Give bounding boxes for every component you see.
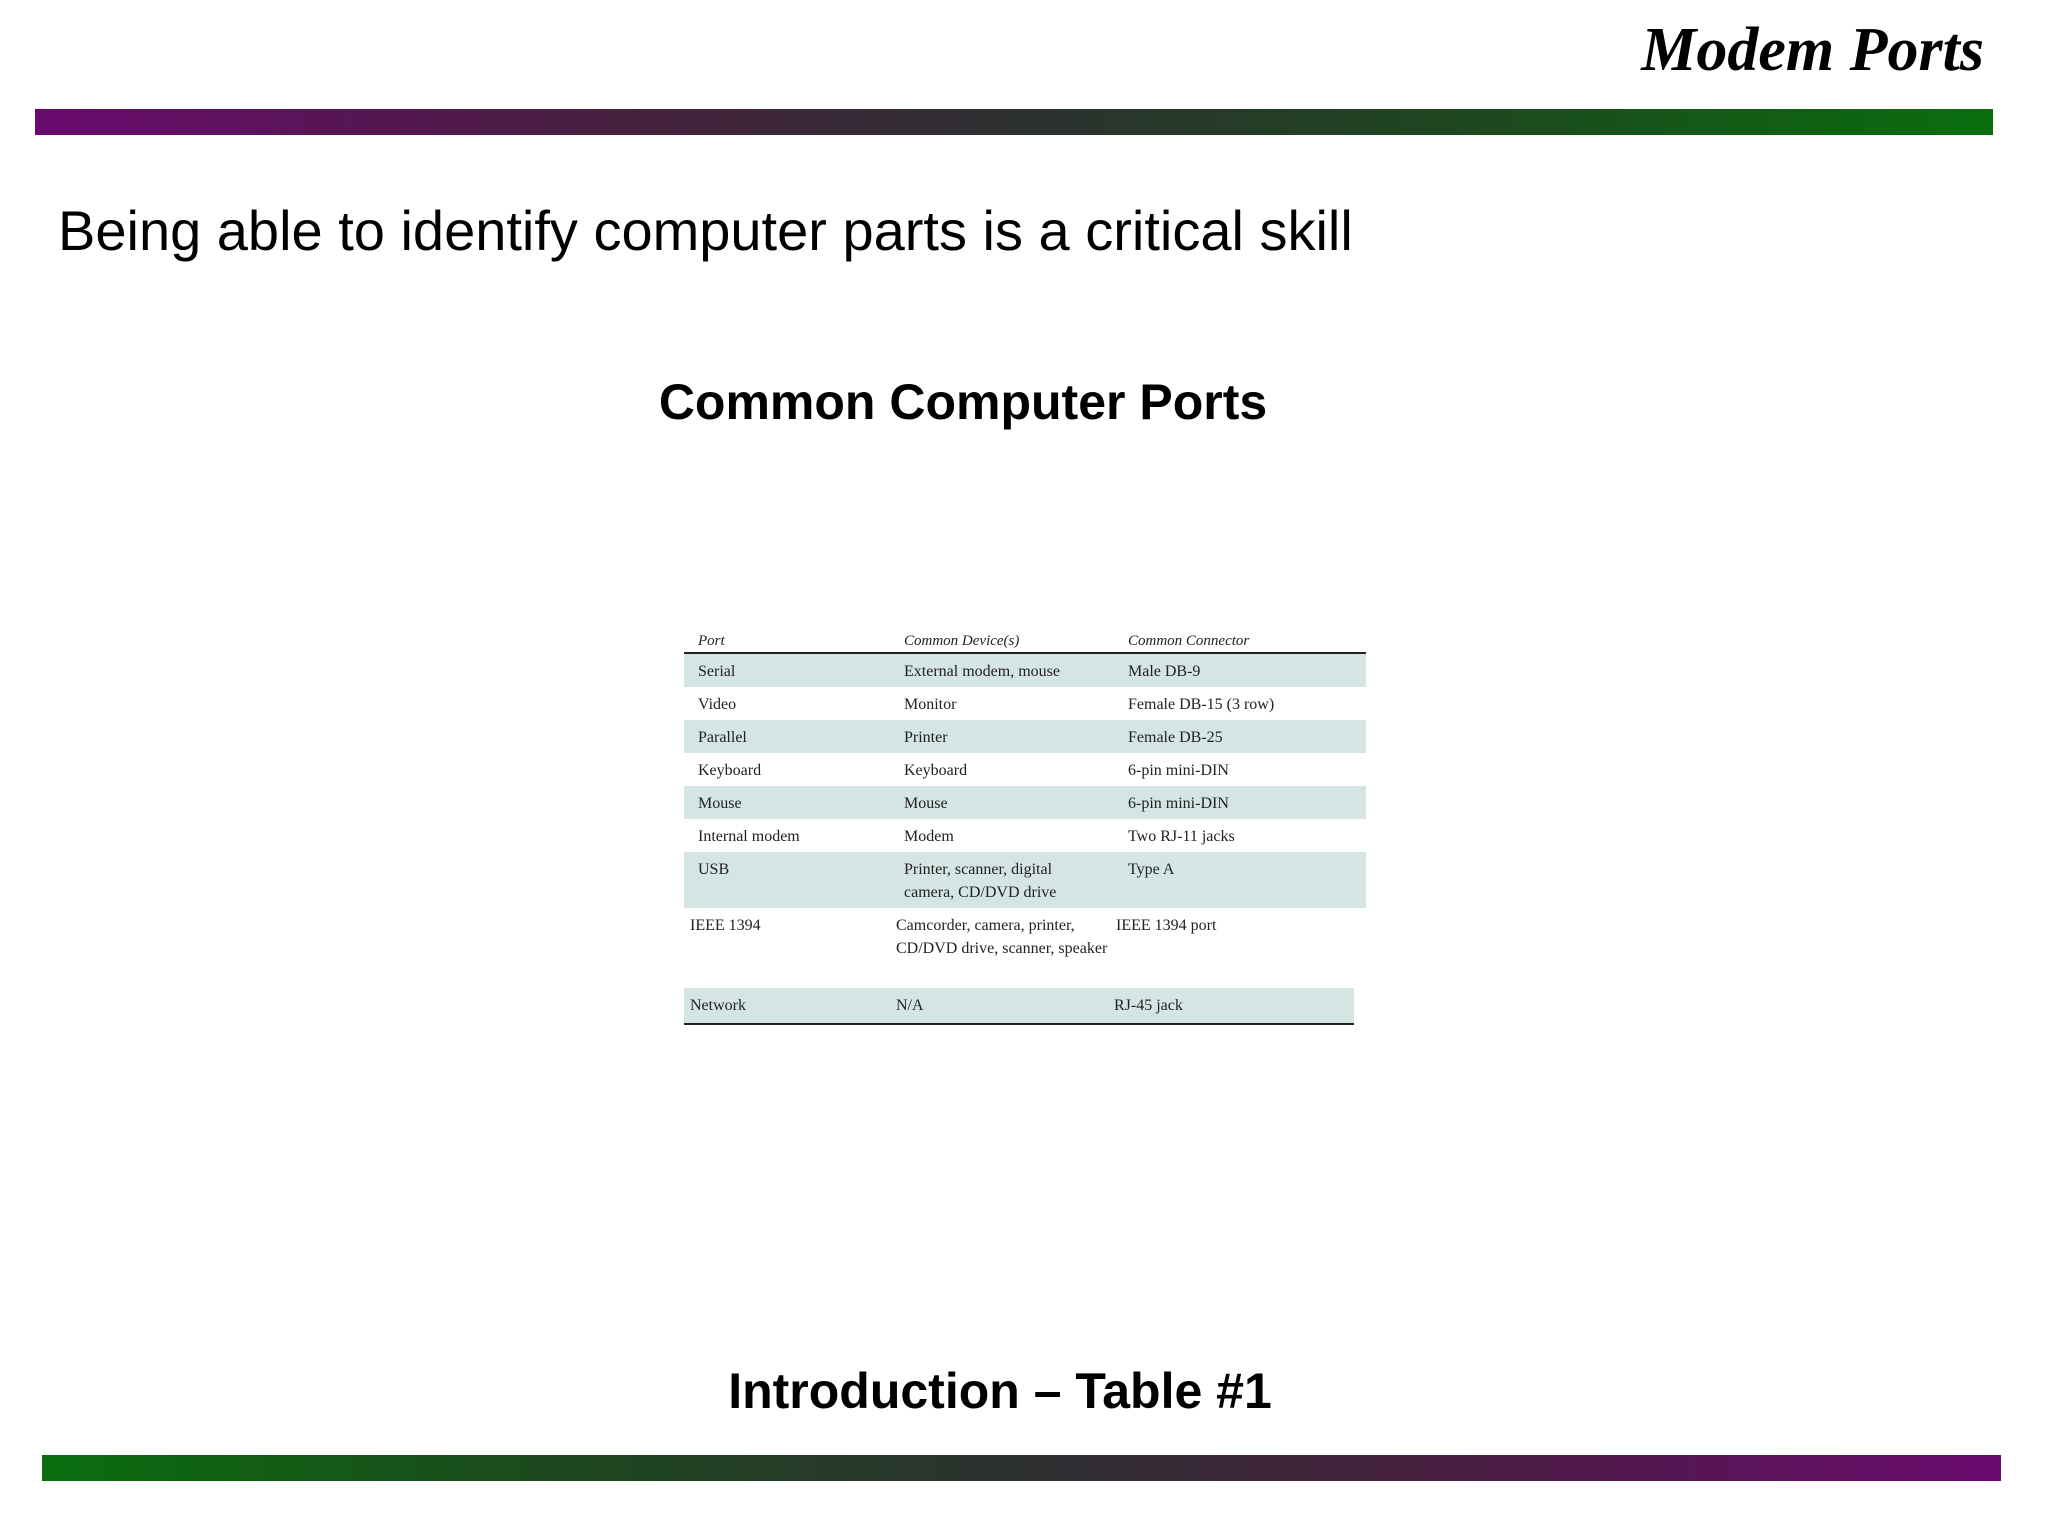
cell-connector: Female DB-15 (3 row) bbox=[1128, 696, 1275, 713]
header-port: Port bbox=[698, 633, 725, 649]
table-row bbox=[684, 819, 1366, 852]
table-row bbox=[684, 852, 1366, 908]
header-connector: Common Connector bbox=[1128, 633, 1250, 649]
cell-port: Video bbox=[698, 696, 737, 713]
cell-port: USB bbox=[698, 861, 730, 878]
cell-connector: Type A bbox=[1128, 861, 1175, 878]
table-row bbox=[684, 753, 1366, 786]
intro-text: Being able to identify computer parts is a critical skill bbox=[58, 199, 1353, 262]
cell-connector: Two RJ-11 jacks bbox=[1128, 828, 1235, 845]
cell-device: Camcorder, camera, printer, CD/DVD drive, scanner, speaker bbox=[896, 917, 1108, 957]
table-bottom-rule bbox=[684, 1023, 1354, 1025]
bottom-gradient-bar bbox=[42, 1455, 2001, 1481]
cell-port: Mouse bbox=[698, 795, 742, 812]
cell-port: Parallel bbox=[698, 729, 747, 746]
ports-table bbox=[684, 620, 1366, 1025]
cell-port: Keyboard bbox=[698, 762, 762, 779]
cell-device: Modem bbox=[904, 828, 954, 845]
footer-caption: Introduction – Table #1 bbox=[728, 1363, 1272, 1419]
header-device: Common Device(s) bbox=[904, 633, 1020, 649]
cell-device: Keyboard bbox=[904, 762, 968, 779]
table-heading: Common Computer Ports bbox=[658, 374, 1268, 430]
cell-connector: IEEE 1394 port bbox=[1116, 917, 1217, 934]
top-gradient-bar bbox=[35, 109, 1993, 135]
cell-connector: Female DB-25 bbox=[1128, 729, 1223, 746]
table-row bbox=[684, 786, 1366, 819]
table-row bbox=[684, 720, 1366, 753]
cell-connector: 6-pin mini-DIN bbox=[1128, 762, 1229, 779]
cell-device: Printer bbox=[904, 729, 948, 746]
cell-port: Internal modem bbox=[698, 828, 800, 845]
cell-connector: 6-pin mini-DIN bbox=[1128, 795, 1229, 812]
table-row bbox=[684, 687, 1366, 720]
cell-device: Mouse bbox=[904, 795, 948, 812]
cell-device: Printer, scanner, digital camera, CD/DVD drive bbox=[904, 861, 1057, 901]
cell-device: Monitor bbox=[904, 696, 957, 713]
cell-port: Serial bbox=[698, 663, 736, 680]
table-header-row bbox=[684, 620, 1366, 654]
cell-port: IEEE 1394 bbox=[690, 917, 761, 934]
cell-connector: RJ-45 jack bbox=[1114, 997, 1183, 1014]
slide-title: Modem Ports bbox=[1641, 16, 1984, 84]
table-row bbox=[684, 988, 1354, 1023]
cell-device: N/A bbox=[896, 997, 924, 1014]
table-row bbox=[684, 654, 1366, 687]
cell-port: Network bbox=[690, 997, 746, 1014]
table-row bbox=[684, 908, 1366, 988]
cell-device: External modem, mouse bbox=[904, 663, 1060, 680]
cell-connector: Male DB-9 bbox=[1128, 663, 1201, 680]
